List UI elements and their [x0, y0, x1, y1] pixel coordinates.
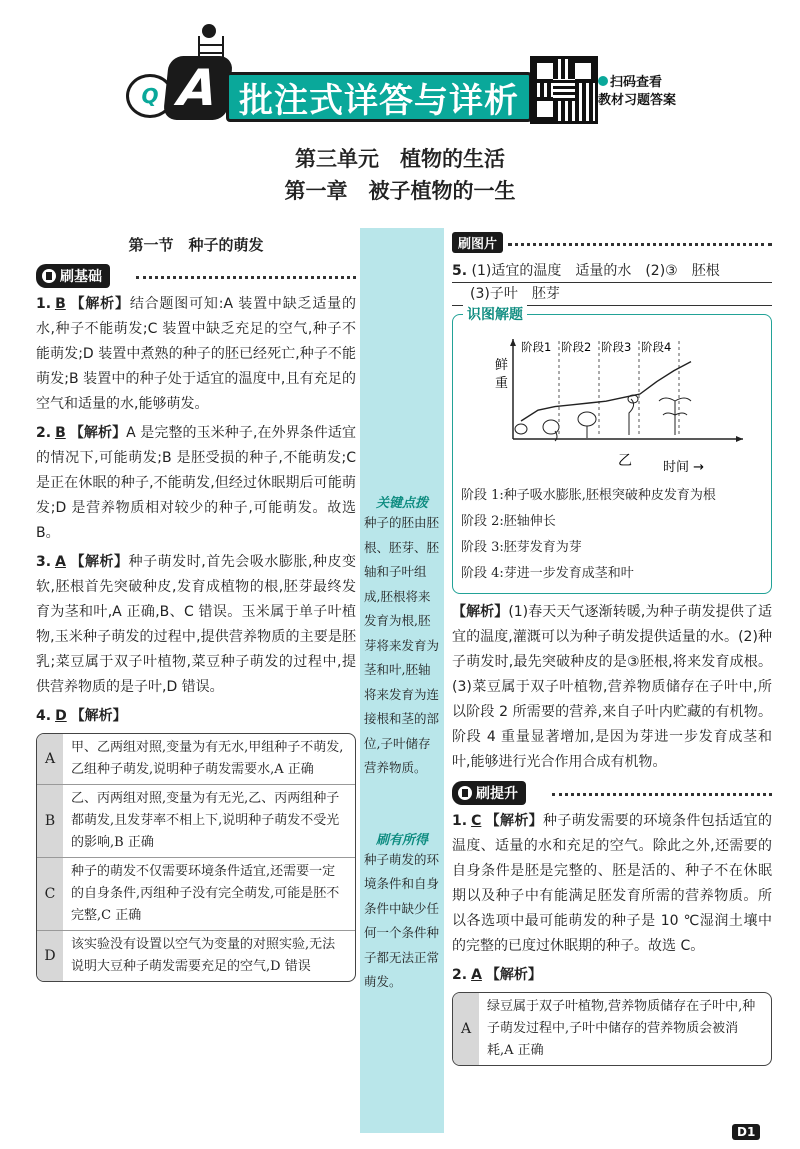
q3-answer: A [55, 554, 66, 570]
option-row [453, 993, 771, 1065]
option-key: A [453, 993, 479, 1065]
q2-label: 【解析】 [69, 425, 127, 441]
q1-number: 1. [36, 296, 52, 312]
annotation-column [360, 228, 444, 1133]
q4-answer: D [55, 708, 67, 724]
option-row [37, 930, 355, 981]
stage-label: 阶段2 [561, 340, 592, 354]
tag-row-basic [36, 264, 356, 290]
r1-number: 1. [452, 813, 468, 829]
chapter-title: 第一章 被子植物的一生 [284, 179, 516, 203]
tag-basic [36, 264, 110, 288]
dotted-divider [508, 243, 772, 246]
stage-list [461, 483, 763, 587]
option-key: D [37, 931, 63, 981]
seed-growth-chart [461, 319, 761, 479]
key-point-text: 种子的胚由胚根、胚芽、胚轴和子叶组成,胚根将来发育为根,胚芽将来发育为茎和叶,胚轴将来发育为连接根和茎的部位,子叶储存营养物质。 [364, 515, 440, 775]
option-key: C [37, 858, 63, 930]
answer-q4 [36, 704, 356, 729]
book-icon [458, 786, 472, 800]
unit-title: 第三单元 植物的生活 [295, 147, 505, 171]
y-axis-label: 鲜 [495, 358, 509, 373]
chart-caption: 乙 [618, 453, 632, 469]
scan-line-2: 教材习题答案 [598, 93, 677, 108]
r2-options-table [452, 992, 772, 1066]
q5-analysis-label: 【解析】 [452, 604, 509, 620]
q-letter: Q [141, 84, 159, 108]
plant-sketch [659, 398, 691, 435]
seed-sketch [515, 424, 527, 434]
option-key: B [37, 785, 63, 857]
r2-label: 【解析】 [485, 967, 542, 983]
y-axis-label: 重 [495, 376, 509, 391]
diagram-title: 识图解题 [463, 304, 527, 324]
answer-r2 [452, 963, 772, 988]
q3-text: 种子萌发时,首先会吸水膨胀,种皮变软,胚根首先突破种皮,发育成植物的根,胚芽最终发育为茎和叶,A 正确,B、C 错误。玉米属于单子叶植物,玉米种子萌发的过程中,提供营养物质的主要是胚乳;菜豆属于双子叶植物,菜豆种子萌发的过程中,提供营养物质的是子叶,D 错误。 [36, 554, 357, 695]
dotted-divider [136, 276, 356, 279]
option-row [37, 857, 355, 930]
tag-improve [452, 781, 526, 805]
stage-label: 阶段1 [521, 340, 552, 354]
option-text: 甲、乙两组对照,变量为有无水,甲组种子不萌发,乙组种子萌发,说明种子萌发需要水,A 正确 [71, 740, 344, 777]
stage-item: 阶段 2:胚轴伸长 [461, 514, 556, 529]
scan-hint [598, 74, 676, 110]
takeaway-text: 种子萌发的环境条件和自身条件中缺少任何一个条件种子都无法正常萌发。 [364, 851, 440, 989]
dotted-divider [552, 793, 772, 796]
section-title: 第一节 种子的萌发 [128, 236, 264, 254]
page-header [0, 0, 800, 130]
option-row [37, 784, 355, 857]
q2-answer: B [55, 425, 66, 441]
seed-sketch [543, 420, 559, 434]
q1-text: 结合题图可知:A 装置中缺乏适量的水,种子不能萌发;C 装置中缺乏充足的空气,种子不能萌发;D 装置中煮熟的种子的胚已经死亡,种子不能萌发;B 装置中的种子处于适宜的温度中,且有充足的空气和适量的水,能够萌发。 [36, 296, 357, 412]
option-text: 绿豆属于双子叶植物,营养物质储存在子叶中,种子萌发过程中,子叶中储存的营养物质会被消耗,A 正确 [487, 999, 756, 1058]
tag-row-image [452, 232, 772, 256]
a-bubble-logo [163, 56, 234, 120]
page-number: D1 [732, 1124, 760, 1140]
q4-options-table [36, 733, 356, 982]
r2-answer: A [471, 967, 482, 983]
diagram-box [452, 307, 772, 594]
q5-analysis-text: (1)春天天气逐渐转暖,为种子萌发提供了适宜的温度,灌溉可以为种子萌发提供适量的水。(2)种子萌发时,最先突破种皮的是③胚根,将来发育成根。(3)菜豆属于双子叶植物,营养物质储存在子叶中,所以阶段 2 所需要的营养,来自子叶内贮藏的有机物。阶段 4 重量显著增加,是因为芽进一步发育成茎和叶,能够进行光合作用合成有机物。 [452, 604, 772, 770]
q5-line-1 [452, 260, 772, 283]
tag-improve-label: 刷提升 [476, 786, 518, 802]
seedling-sketch [629, 399, 634, 435]
option-text: 乙、丙两组对照,变量为有无光,乙、丙两组种子都萌发,且发芽率不相上下,说明种子萌发不受光的影响,B 正确 [71, 791, 340, 850]
stage-item: 阶段 1:种子吸水膨胀,胚根突破种皮发育为根 [461, 488, 716, 503]
stage-label: 阶段3 [601, 340, 632, 354]
answer-q5 [452, 260, 772, 306]
x-axis-arrow [736, 436, 743, 442]
q4-number: 4. [36, 708, 52, 724]
r1-answer: C [471, 813, 482, 829]
answer-q2 [36, 421, 356, 546]
q1-label: 【解析】 [69, 296, 130, 312]
r1-text: 种子萌发需要的环境条件包括适宜的温度、适量的水和充足的空气。除此之外,还需要的自身条件是胚是完整的、胚是活的、种子不在休眠期以及种子中有能满足胚发育所需的营养物质。所以各选项中最可能萌发的种子是 10 ℃湿润土壤中的完整的已度过休眠期的种子。故选 C。 [452, 813, 773, 954]
stage-item: 阶段 3:胚芽发育为芽 [461, 540, 582, 555]
q3-label: 【解析】 [69, 554, 129, 570]
key-point-heading: 关键点拨 [375, 496, 428, 511]
scan-dot-icon [598, 76, 608, 86]
tag-image: 刷图片 [452, 232, 503, 253]
stage-label: 阶段4 [641, 340, 672, 354]
option-text: 种子的萌发不仅需要环境条件适宜,还需要一定的自身条件,丙组种子没有完全萌发,可能是胚不完整,C 正确 [71, 864, 340, 923]
answer-q1 [36, 292, 356, 417]
y-axis-arrow [510, 339, 516, 346]
q5-analysis [452, 600, 772, 775]
option-key: A [37, 734, 63, 784]
r1-label: 【解析】 [485, 813, 544, 829]
right-column [452, 228, 772, 1066]
tag-basic-label: 刷基础 [60, 269, 102, 285]
a-letter: A [175, 59, 221, 117]
x-axis-label: 时间 → [663, 460, 705, 475]
stage-item: 阶段 4:芽进一步发育成茎和叶 [461, 566, 634, 581]
q5-line-2: (3)子叶 胚芽 [452, 283, 772, 306]
answer-q3 [36, 550, 356, 700]
header-title: 批注式详答与详析 [226, 72, 532, 122]
fresh-weight-curve [521, 362, 691, 421]
scan-line-1: 扫码查看 [610, 75, 663, 90]
left-column [36, 228, 356, 982]
q3-number: 3. [36, 554, 52, 570]
q2-text: A 是完整的玉米种子,在外界条件适宜的情况下,可能萌发;B 是胚受损的种子,不能萌发;C 是正在休眠的种子,不能萌发,但经过休眠期后可能萌发;D 是营养物质相对较少的种子,可能萌发。故选 B。 [36, 425, 357, 541]
seed-sketch [578, 412, 596, 426]
book-icon [42, 269, 56, 283]
answer-r1 [452, 809, 772, 959]
option-row [37, 734, 355, 784]
qr-code-icon[interactable] [530, 56, 598, 124]
tag-row-improve [452, 781, 772, 807]
q4-label: 【解析】 [70, 708, 127, 724]
option-text: 该实验没有设置以空气为变量的对照实验,无法说明大豆种子萌发需要充足的空气,D 错误 [71, 937, 336, 974]
q1-answer: B [55, 296, 66, 312]
q5-answer-1: (1)适宜的温度 适量的水 (2)③ 胚根 [471, 263, 720, 279]
takeaway-heading: 刷有所得 [375, 832, 428, 848]
q2-number: 2. [36, 425, 52, 441]
q5-number: 5. [452, 263, 468, 279]
r2-number: 2. [452, 967, 468, 983]
